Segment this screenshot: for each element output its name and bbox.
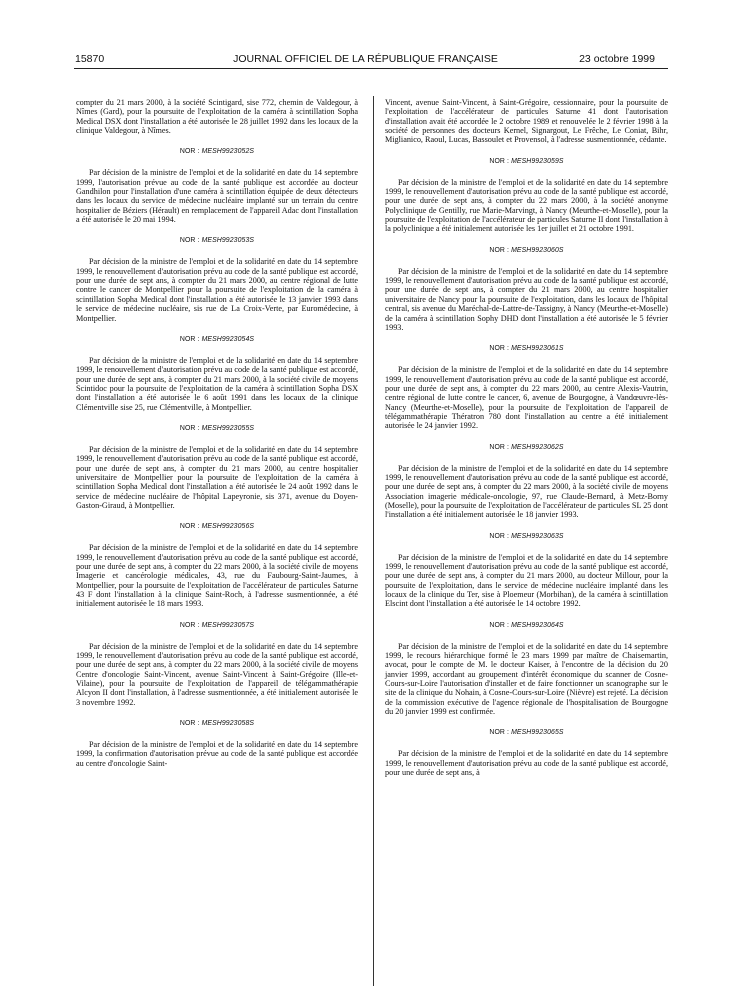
nor-reference (385, 157, 668, 166)
nor-reference (76, 236, 358, 245)
nor-label: NOR : (489, 157, 510, 165)
nor-code: MESH9923052S (201, 148, 255, 156)
issue-date: 23 octobre 1999 (579, 53, 655, 65)
nor-code: MESH9923062S (511, 443, 564, 451)
nor-label: NOR : (489, 621, 510, 629)
decision-paragraph: Par décision de la ministre de l'emploi et de la solidarité en date du 14 septembre 1999, le renouvellement d'autorisation prévu au code de la santé publique est accordé, pour une durée de sept ans, à compter du 21 mars 2000, au docteur Millour, pour la poursuite de l'exploitation, dans le service de médecine nucléaire implanté dans les locaux de la clinique du Ter, sise à Ploemeur (Morbihan), de la caméra à scintillation Elscint dont l'installation a été autorisée le 14 octobre 1992. (385, 552, 668, 609)
nor-label: NOR : (179, 335, 200, 343)
nor-code: MESH9923060S (511, 246, 564, 254)
nor-label: NOR : (179, 720, 200, 728)
nor-code: MESH9923056S (201, 523, 255, 531)
nor-reference (76, 147, 358, 156)
nor-reference (76, 522, 358, 531)
decision-paragraph: Vincent, avenue Saint-Vincent, à Saint-Grégoire, cessionnaire, pour la poursuite de l'exploitation de l'accélérateur de particules Saturne 41 dont l'autorisation d'installation avait été accordée le 2 octobre 1989 et renouvelée le 2 février 1998 à la société de personnes des docteurs Kernel, Signargout, Le Frêche, Le Coniat, Bihr, Miglianico, Raoul, Lucas, Bassoulet et Provensol, à l'adresse susmentionnée, cédante. (385, 98, 668, 145)
nor-reference (385, 621, 668, 630)
nor-code: MESH9923053S (201, 237, 255, 245)
nor-code: MESH9923058S (201, 720, 255, 728)
nor-label: NOR : (489, 532, 510, 540)
decision-paragraph: Par décision de la ministre de l'emploi et de la solidarité en date du 14 septembre 1999, le renouvellement d'autorisation prévu au code de la santé publique est accordé, pour une durée de sept ans, à compter du 22 mars 2000, à la société civile de moyens Imagerie et cancérologie médicales, 43, rue du Faubourg-Saint-Jaumes, à Montpellier, pour la poursuite de l'exploitation de l'accélérateur de particules Saturne 43 F dont l'installation à la clinique Saint-Roch, à l'adresse susmentionnée, a été initialement autorisée le 18 mars 1993. (76, 543, 358, 609)
nor-label: NOR : (179, 523, 200, 531)
decision-paragraph: Par décision de la ministre de l'emploi et de la solidarité en date du 14 septembre 1999, le renouvellement d'autorisation prévu au code de la santé publique est accordé, pour une durée de sept ans, à compter du 22 mars 2000, à la société anonyme Polyclinique de Gentilly, rue Marie-Marvingt, à Nancy (Meurthe-et-Moselle), pour la poursuite de l'exploitation de l'accélérateur de particules Saturne II dont l'installation à la polyclinique a été initialement autorisée les 1er juillet et 21 octobre 1991. (385, 177, 668, 234)
decision-paragraph: Par décision de la ministre de l'emploi et de la solidarité en date du 14 septembre 1999, la confirmation d'autorisation prévue au code de la santé publique est accordée au centre d'oncologie Saint- (76, 740, 358, 768)
journal-title: JOURNAL OFFICIEL DE LA RÉPUBLIQUE FRANÇAISE (233, 53, 498, 65)
decision-paragraph: compter du 21 mars 2000, à la société Scintigard, sise 772, chemin de Valdegour, à Nîmes (Gard), pour la poursuite de l'exploitation de la caméra à scintillation Sopha Medical DSX dont l'installation a été autorisée le 28 juillet 1992 dans les locaux de la clinique Valdegour, à Nîmes. (76, 98, 358, 136)
nor-label: NOR : (489, 729, 510, 737)
header-rule (74, 68, 668, 69)
nor-code: MESH9923065S (511, 729, 564, 737)
nor-reference (385, 532, 668, 541)
nor-label: NOR : (489, 345, 510, 353)
decision-paragraph: Par décision de la ministre de l'emploi et de la solidarité en date du 14 septembre 1999, le renouvellement d'autorisation prévu au code de la santé publique est accordé, pour une durée de sept ans, à compter du 22 mars 2000, à la société civile de moyens Association imagerie médicale-oncologie, 97, rue Claude-Bernard, à Metz-Borny (Moselle), pour la poursuite de l'exploitation de l'accélérateur de particules SL 25 dont l'installation a été initialement autorisée le 18 janvier 1993. (385, 463, 668, 520)
column-divider (373, 96, 374, 986)
nor-code: MESH9923055S (201, 424, 255, 432)
nor-reference (76, 621, 358, 630)
decision-paragraph: Par décision de la ministre de l'emploi et de la solidarité en date du 14 septembre 1999, l'autorisation prévue au code de la santé publique est accordée au docteur Gandhilon pour l'installation d'une caméra à scintillation équipée de deux détecteurs dans les locaux du service de médecine nucléaire implanté sur un terrain du centre hospitalier de Béziers (Hérault) en remplacement de l'appareil Adac dont l'installation a été autorisée le 20 mai 1994. (76, 168, 358, 225)
nor-code: MESH9923063S (511, 532, 564, 540)
nor-code: MESH9923064S (511, 621, 564, 629)
decision-paragraph: Par décision de la ministre de l'emploi et de la solidarité en date du 14 septembre 1999, le renouvellement d'autorisation prévu au code de la santé publique est accordé, pour une durée de sept ans, à compter du 21 mars 2000, à la société civile de moyens Scintidoc pour la poursuite de l'exploitation de la caméra à scintillation Sopha DSX dont l'installation a été autorisée le 6 août 1991 dans les locaux de la clinique Clémentville sise 25, rue Clémentville, à Montpellier. (76, 355, 358, 412)
nor-reference (385, 728, 668, 737)
nor-label: NOR : (179, 621, 200, 629)
nor-label: NOR : (179, 148, 200, 156)
nor-reference (76, 719, 358, 728)
decision-paragraph: Par décision de la ministre de l'emploi et de la solidarité en date du 14 septembre 1999, le renouvellement d'autorisation prévu au code de la santé publique est accordé, pour une durée de sept ans, à compter du 22 mars 2000, au centre Alexis-Vautrin, centre régional de lutte contre le cancer, 6, avenue de Bourgogne, à Vandœuvre-lès-Nancy (Meurthe-et-Moselle), pour la poursuite de l'exploitation de l'appareil de télégammathérapie Thératron 780 dont l'installation au centre a été initialement autorisée le 24 janvier 1992. (385, 365, 668, 431)
nor-reference (385, 246, 668, 255)
nor-code: MESH9923057S (201, 621, 255, 629)
decision-paragraph: Par décision de la ministre de l'emploi et de la solidarité en date du 14 septembre 1999, le recours hiérarchique formé le 23 mars 1999 par maître de Chaisemartin, avocat, pour le compte de M. le docteur Kaiser, à l'encontre de la décision du 20 janvier 1999, accordant au groupement d'intérêt économique du scanner de Cosne-Cours-sur-Loire l'autorisation d'installer et de faire fonctionner un scanographe sur le site de la clinique du Nohain, à Cosne-Cours-sur-Loire (Nièvre) est rejeté. La décision de la commission exécutive de l'agence régionale de l'hospitalisation de Bourgogne du 20 janvier 1999 est confirmée. (385, 641, 668, 717)
nor-code: MESH9923059S (511, 157, 564, 165)
left-column (76, 98, 358, 768)
nor-label: NOR : (179, 237, 200, 245)
right-column (385, 98, 668, 778)
nor-reference (385, 443, 668, 452)
decision-paragraph: Par décision de la ministre de l'emploi et de la solidarité en date du 14 septembre 1999, le renouvellement d'autorisation prévu au code de la santé publique est accordé, pour une durée de sept ans, à compter du 22 mars 2000, à la société civile de moyens Centre d'oncologie Saint-Vincent, avenue Saint-Vincent à Saint-Grégoire (Ille-et-Vilaine), pour la poursuite de l'exploitation de l'appareil de télégammathérapie Alcyon II dont l'installation, à l'adresse susmentionnée, a été initialement autorisée le 3 novembre 1992. (76, 641, 358, 707)
nor-label: NOR : (179, 424, 200, 432)
nor-code: MESH9923061S (511, 345, 564, 353)
nor-reference (76, 335, 358, 344)
nor-code: MESH9923054S (201, 335, 255, 343)
decision-paragraph: Par décision de la ministre de l'emploi et de la solidarité en date du 14 septembre 1999, le renouvellement d'autorisation prévu au code de la santé publique est accordé, pour une durée de sept ans, à compter du 21 mars 2000, au centre hospitalier universitaire de Nancy pour la poursuite de l'exploitation, dans les locaux de l'hôpital central, sis avenue du Maréchal-de-Lattre-de-Tassigny, à Nancy (Meurthe-et-Moselle) de la caméra à scintillation Sophy DHD dont l'installation a été autorisée le 5 février 1993. (385, 266, 668, 332)
nor-label: NOR : (489, 246, 510, 254)
decision-paragraph: Par décision de la ministre de l'emploi et de la solidarité en date du 14 septembre 1999, le renouvellement d'autorisation prévu au code de la santé publique est accordé, pour une durée de sept ans, à (385, 749, 668, 778)
page-number: 15870 (75, 53, 105, 65)
decision-paragraph: Par décision de la ministre de l'emploi et de la solidarité en date du 14 septembre 1999, le renouvellement d'autorisation prévu au code de la santé publique est accordé, pour une durée de sept ans, à compter du 21 mars 2000, au centre hospitalier universitaire de Montpellier pour la poursuite de l'exploitation de la caméra à scintillation Sopha Medical dont l'installation a été autorisée le 24 août 1992 dans le service de médecine nucléaire de l'hôpital Lapeyronie, sis 371, avenue du Doyen-Gaston-Giraud, à Montpellier. (76, 444, 358, 510)
nor-label: NOR : (489, 443, 510, 451)
nor-reference (76, 424, 358, 433)
nor-reference (385, 344, 668, 353)
decision-paragraph: Par décision de la ministre de l'emploi et de la solidarité en date du 14 septembre 1999, le renouvellement d'autorisation prévu au code de la santé publique est accordé, pour une durée de sept ans, à compter du 21 mars 2000, au centre régional de lutte contre le cancer de Montpellier pour la poursuite de l'exploitation de la caméra à scintillation Sopha Medical dont l'installation a été autorisée le 13 janvier 1993 dans le service de médecine nucléaire, sis rue de La Croix-Verte, par Euromédecine, à Montpellier. (76, 257, 358, 323)
